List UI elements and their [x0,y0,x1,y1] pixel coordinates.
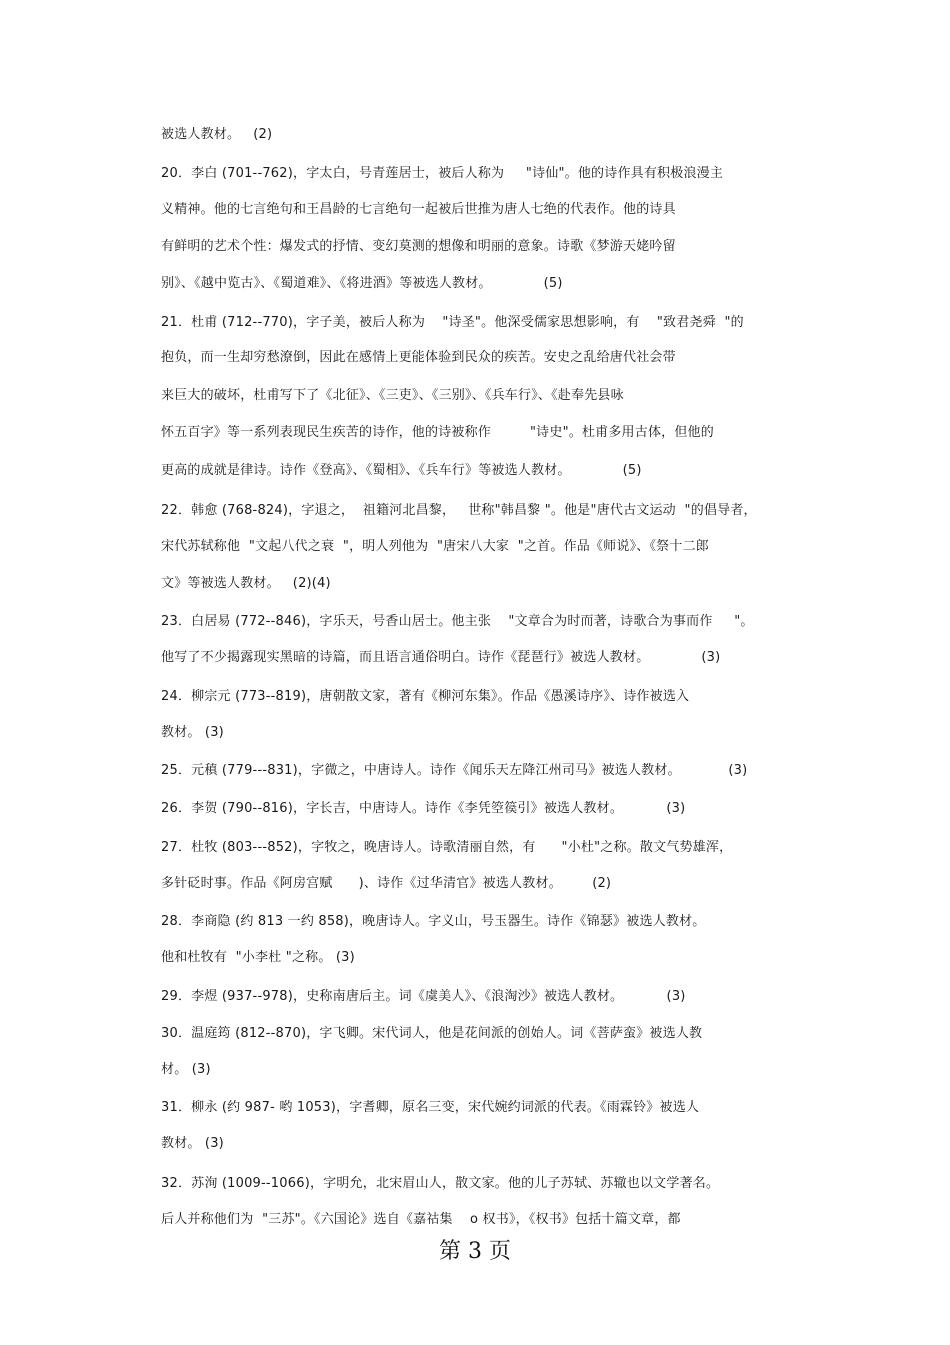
text-line: 抱负，而一生却穷愁潦倒，因此在感情上更能体验到民众的疾苦。安史之乱给唐代社会带 [161,350,676,365]
text-line: 宋代苏轼称他 "文起八代之衰 "，明人列他为 "唐宋八大家 "之首。作品《师说》、《祭十二郎 [161,539,709,554]
text-line: 后人并称他们为 "三苏"。《六国论》选自《嘉祜集 o 权书》，《权书》包括十篇文章，都 [161,1212,681,1227]
entry-32-suxun: 32．苏洵 (1009--1066)，字明允，北宋眉山人，散文家。他的儿子苏轼、苏辙也以文学著名。 [161,1176,720,1191]
entry-28-lishangyin: 28．李商隐 (约 813 一约 858)，晚唐诗人。字义山，号玉器生。诗作《锦瑟》被选人教材。 [161,914,706,929]
text-line: 文》等被选人教材。 (2)(4) [161,576,331,591]
text-line: 他和杜牧有 "小李杜 "之称。 (3) [161,950,355,965]
entry-27-dumu: 27．杜牧 (803---852)，字牧之，晚唐诗人。诗歌清丽自然，有 "小杜"之称。散文气势雄浑， [161,840,733,855]
text-line: 材。 (3) [161,1062,211,1077]
text-line: 别》、《越中览古》、《蜀道难》、《将进酒》等被选人教材。 (5) [161,276,563,291]
text-line: 他写了不少揭露现实黑暗的诗篇，而且语言通俗明白。诗作《琵琶行》被选人教材。 (3) [161,650,721,665]
entry-31-liuyong: 31．柳永 (约 987- 哟 1053)，字耆卿，原名三变，宋代婉约词派的代表。《雨霖铃》被选人 [161,1100,700,1115]
text-line: 教材。 (3) [161,725,224,740]
entry-26-lihe: 26．李贺 (790--816)，字长吉，中唐诗人。诗作《李凭箜篌引》被选人教材。 (3) [161,801,686,816]
entry-25-yuanzhen: 25．元稹 (779---831)，字微之，中唐诗人。诗作《闻乐天左降江州司马》被选人教材。 (3) [161,763,748,778]
entry-29-liyu: 29．李煜 (937--978)，史称南唐后主。词《虞美人》、《浪淘沙》被选人教材。 (3) [161,989,686,1004]
text-line: 有鲜明的艺术个性：爆发式的抒情、变幻莫测的想像和明丽的意象。诗歌《梦游天姥吟留 [161,239,676,254]
entry-30-wentingyun: 30．温庭筠 (812--870)，字飞卿。宋代词人，他是花间派的创始人。词《菩萨蛮》被选人教 [161,1026,703,1041]
entry-20-libai: 20．李白 (701--762)，字太白，号青莲居士，被后人称为 "诗仙"。他的诗作具有积极浪漫主 [161,166,724,181]
entry-23-baijuyi: 23．白居易 (772--846)，字乐天，号香山居士。他主张 "文章合为时而著，诗歌合为事而作 "。 [161,614,754,629]
text-line: 教材。 (3) [161,1136,224,1151]
text-line: 来巨大的破坏，杜甫写下了《北征》、《三吏》、《三别》、《兵车行》、《赴奉先县咏 [161,388,624,403]
text-line: 多针砭时事。作品《阿房宫赋 )、诗作《过华清官》被选人教材。 (2) [161,876,612,891]
page-number: 第 3 页 [439,1239,511,1264]
entry-24-liuzongyuan: 24．柳宗元 (773--819)，唐朝散文家，著有《柳河东集》。作品《愚溪诗序》、诗作被选入 [161,689,690,704]
entry-22-hanyu: 22．韩愈 (768-824)，字退之， 祖籍河北昌黎， 世称"韩昌黎 "。他是"唐代古文运动 "的倡导者， [161,503,757,518]
text-line: 被选人教材。 (2) [161,127,273,142]
text-line: 怀五百字》等一系列表现民生疾苦的诗作，他的诗被称作 "诗史"。杜甫多用古体，但他的 [161,425,714,440]
text-line: 义精神。他的七言绝句和王昌龄的七言绝句一起被后世推为唐人七绝的代表作。他的诗具 [161,202,676,217]
text-line: 更高的成就是律诗。诗作《登高》、《蜀相》、《兵车行》等被选人教材。 (5) [161,463,642,478]
entry-21-dufu: 21．杜甫 (712--770)，字子美，被后人称为 "诗圣"。他深受儒家思想影响，有 "致君尧舜 "的 [161,315,744,330]
